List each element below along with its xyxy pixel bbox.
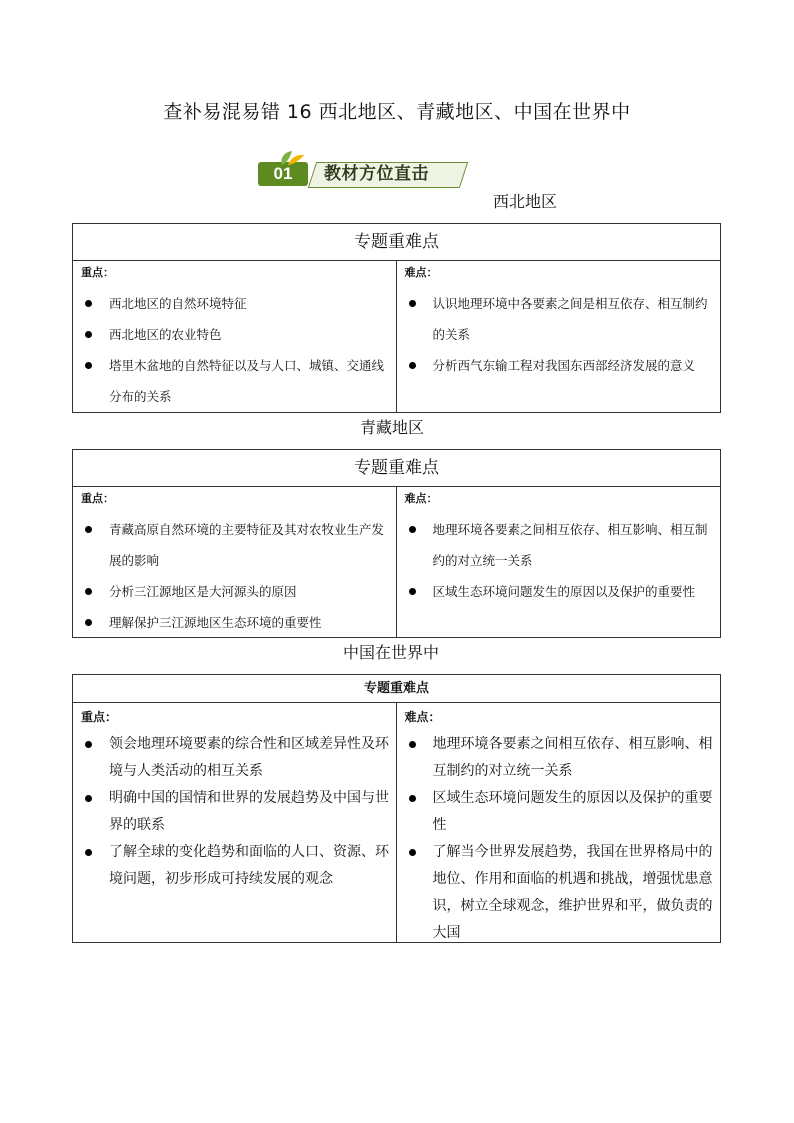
difficulties-column	[397, 261, 721, 413]
section-heading-northwest: 西北地区	[493, 192, 558, 211]
list-item: 西北地区的自然环境特征	[81, 288, 390, 319]
page-title: 查补易混易错 16 西北地区、青藏地区、中国在世界中	[163, 101, 631, 123]
list-item: 青藏高原自然环境的主要特征及其对农牧业生产发展的影响	[81, 514, 390, 576]
table-title: 专题重难点	[73, 224, 720, 261]
section-banner	[258, 150, 468, 190]
list-item: 认识地理环境中各要素之间是相互依存、相互制约的关系	[405, 288, 715, 350]
list-item: 领会地理环境要素的综合性和区域差异性及环境与人类活动的相互关系	[81, 731, 390, 785]
difficulties-label: 难点：	[404, 492, 438, 505]
list-item: 了解当今世界发展趋势，我国在世界格局中的地位、作用和面临的机遇和挑战，增强忧患意识，树立全球观念，维护世界和平，做负责的大国	[405, 839, 715, 947]
list-item: 理解保护三江源地区生态环境的重要性	[81, 607, 390, 638]
difficulties-column	[397, 487, 721, 638]
list-item: 塔里木盆地的自然特征以及与人口、城镇、交通线分布的关系	[81, 350, 390, 412]
banner-text: 教材方位直击	[324, 164, 429, 184]
list-item: 地理环境各要素之间相互依存、相互影响、相互制约的对立统一关系	[405, 731, 715, 785]
banner-number: 01	[258, 162, 308, 186]
key-points-column	[73, 703, 397, 943]
key-points-column	[73, 487, 397, 638]
table-title: 专题重难点	[73, 675, 720, 703]
key-points-label: 重点：	[81, 266, 114, 279]
key-points-label: 重点：	[81, 492, 114, 505]
section-heading-china-in-world: 中国在世界中	[343, 643, 440, 662]
list-item: 地理环境各要素之间相互依存、相互影响、相互制约的对立统一关系	[405, 514, 715, 576]
leaf-icon	[276, 150, 306, 166]
difficulties-column	[397, 703, 721, 943]
difficulties-label: 难点：	[404, 266, 438, 279]
key-points-table-china-in-world	[72, 674, 721, 943]
key-points-label: 重点：	[81, 710, 118, 724]
difficulties-label: 难点：	[404, 710, 441, 724]
list-item: 分析西气东输工程对我国东西部经济发展的意义	[405, 350, 715, 381]
list-item: 区域生态环境问题发生的原因以及保护的重要性	[405, 576, 715, 607]
section-heading-qinghai-tibet: 青藏地区	[360, 418, 425, 437]
table-title: 专题重难点	[73, 450, 720, 487]
key-points-column	[73, 261, 397, 413]
list-item: 分析三江源地区是大河源头的原因	[81, 576, 390, 607]
key-points-table-northwest	[72, 223, 721, 413]
list-item: 西北地区的农业特色	[81, 319, 390, 350]
list-item: 明确中国的国情和世界的发展趋势及中国与世界的联系	[81, 785, 390, 839]
key-points-table-qinghai-tibet	[72, 449, 721, 638]
list-item: 了解全球的变化趋势和面临的人口、资源、环境问题，初步形成可持续发展的观念	[81, 839, 390, 893]
list-item: 区域生态环境问题发生的原因以及保护的重要性	[405, 785, 715, 839]
